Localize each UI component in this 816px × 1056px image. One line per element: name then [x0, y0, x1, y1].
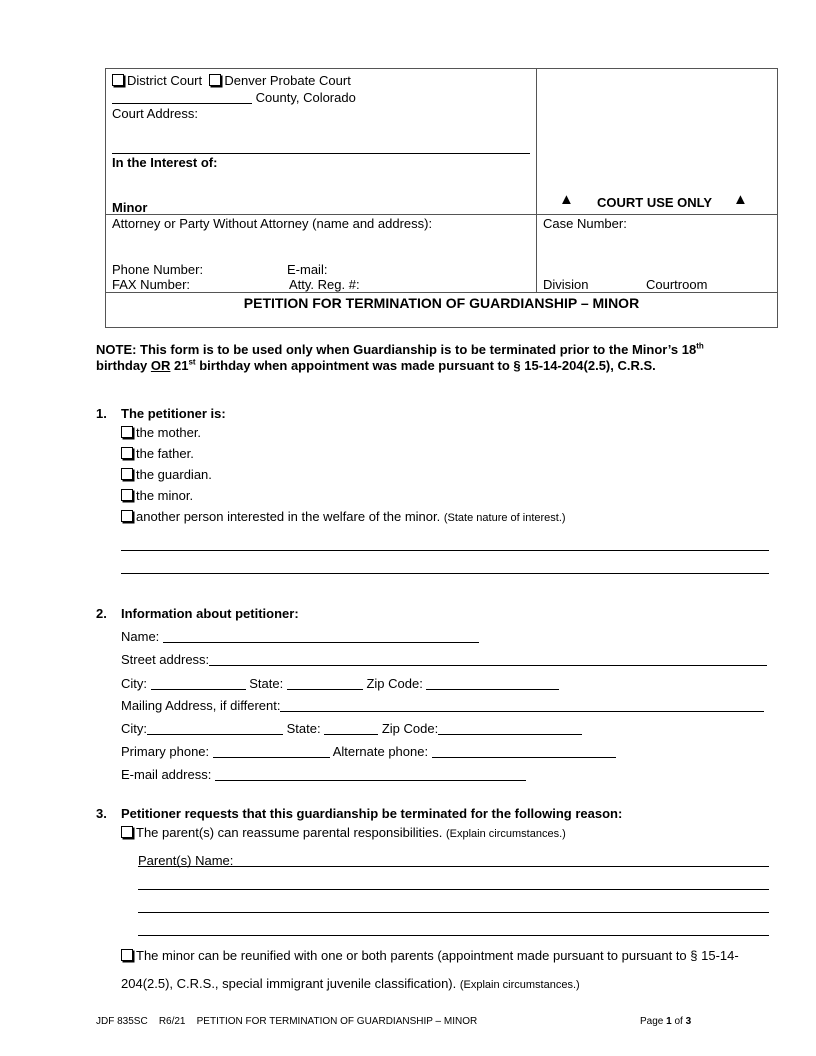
city2-label: City: — [121, 721, 147, 736]
email-address-field[interactable] — [215, 768, 526, 781]
note-sup2: st — [188, 357, 196, 367]
option-mother-label: the mother. — [136, 425, 202, 440]
court-info-cell — [106, 69, 537, 215]
district-court-checkbox[interactable] — [112, 74, 124, 86]
email-address-label: E-mail address: — [121, 767, 212, 782]
guardian-checkbox[interactable] — [121, 468, 133, 480]
footer-page — [640, 1016, 691, 1027]
option-minor-label: the minor. — [136, 488, 194, 503]
reason-reunify-line2: 204(2.5), C.R.S., special immigrant juvenile classification). — [121, 976, 457, 991]
reason-reunify-hint: (Explain circumstances.) — [459, 979, 580, 991]
court-address-label: Court Address: — [112, 106, 198, 121]
up-arrow-right-icon: ▲ — [733, 191, 748, 208]
page-current: 1 — [666, 1016, 672, 1027]
parents-name-label: Parent(s) Name: — [138, 853, 234, 868]
title-cell — [106, 293, 778, 328]
note-part2: birthday — [96, 358, 151, 373]
phone-label: Phone Number: — [112, 262, 204, 277]
courtroom-label: Courtroom — [646, 277, 708, 292]
mailing-row — [121, 698, 764, 713]
option-minor[interactable] — [121, 488, 193, 503]
footer-form-id: JDF 835SC — [96, 1016, 148, 1027]
name-field[interactable] — [163, 630, 479, 643]
note-or: OR — [150, 358, 171, 373]
phone-row — [121, 744, 616, 759]
mother-checkbox[interactable] — [121, 426, 133, 438]
atty-reg-label: Atty. Reg. #: — [289, 277, 360, 292]
minor-checkbox[interactable] — [121, 489, 133, 501]
primary-phone-field[interactable] — [213, 745, 330, 758]
zip-field[interactable] — [426, 677, 559, 690]
caption-table — [105, 68, 778, 328]
option-guardian-label: the guardian. — [136, 467, 212, 482]
reason-parents-checkbox[interactable] — [121, 826, 133, 838]
parents-name-line-4[interactable] — [138, 935, 769, 936]
mailing-field[interactable] — [280, 699, 764, 712]
city-row — [121, 676, 559, 691]
street-row — [121, 652, 767, 667]
form-title: PETITION FOR TERMINATION OF GUARDIANSHIP – MINOR — [243, 295, 640, 311]
option-other[interactable] — [121, 509, 566, 524]
court-address-field[interactable] — [112, 153, 530, 154]
section2-heading: Information about petitioner: — [121, 606, 299, 621]
section1-heading: The petitioner is: — [121, 406, 226, 421]
primary-phone-label: Primary phone: — [121, 744, 210, 759]
father-checkbox[interactable] — [121, 447, 133, 459]
county-field[interactable] — [112, 91, 252, 104]
zip-label: Zip Code: — [366, 676, 423, 691]
email-row — [121, 767, 526, 782]
other-checkbox[interactable] — [121, 510, 133, 522]
option-mother[interactable] — [121, 425, 201, 440]
reason-reunify-option[interactable] — [121, 948, 739, 963]
note-part4: birthday when appointment was made pursuant to § 15-14-204(2.5), C.R.S. — [195, 358, 656, 373]
note-part1: NOTE: This form is to be used only when Guardianship is to be terminated prior to the Minor’s 18 — [96, 342, 697, 357]
reason-reunify-checkbox[interactable] — [121, 949, 133, 961]
minor-label: Minor — [112, 200, 148, 215]
page-total: 3 — [685, 1016, 692, 1027]
attorney-cell — [106, 215, 537, 293]
attorney-label: Attorney or Party Without Attorney (name and address): — [112, 216, 433, 231]
name-label: Name: — [121, 629, 160, 644]
name-row — [121, 629, 479, 644]
note-paragraph — [96, 342, 736, 374]
case-number-cell — [537, 215, 778, 293]
other-interest-line-1[interactable] — [121, 550, 769, 551]
other-hint: (State nature of interest.) — [443, 512, 566, 524]
parents-name-line-2[interactable] — [138, 889, 769, 890]
state-label: State: — [249, 676, 284, 691]
county-suffix: County, Colorado — [255, 90, 356, 105]
division-label: Division — [543, 277, 589, 292]
city-label: City: — [121, 676, 147, 691]
court-use-cell — [537, 69, 778, 215]
in-the-interest-label: In the Interest of: — [112, 155, 218, 170]
district-court-label: District Court — [127, 73, 203, 88]
reason-reunify-line1: The minor can be reunified with one or both parents (appointment made pursuant to pursuant to § 15-14- — [136, 948, 739, 963]
page-prefix: Page — [640, 1016, 667, 1027]
court-use-only-label: COURT USE ONLY — [597, 195, 713, 210]
footer-title: PETITION FOR TERMINATION OF GUARDIANSHIP – MINOR — [196, 1016, 478, 1027]
option-other-label: another person interested in the welfare of the minor. — [136, 509, 441, 524]
option-father[interactable] — [121, 446, 194, 461]
reason-parents-label: The parent(s) can reassume parental responsibilities. — [136, 825, 443, 840]
alternate-phone-label: Alternate phone: — [332, 744, 429, 759]
fax-label: FAX Number: — [112, 277, 191, 292]
section3-heading: Petitioner requests that this guardianship be terminated for the following reason: — [121, 806, 623, 821]
other-interest-line-2[interactable] — [121, 573, 769, 574]
reason-reunify-cont — [121, 976, 580, 991]
section1-number: 1. — [96, 406, 107, 421]
footer-revision: R6/21 — [158, 1016, 186, 1027]
parents-name-line-3[interactable] — [138, 912, 769, 913]
parents-name-line-1[interactable] — [138, 866, 769, 867]
city2-row — [121, 721, 582, 736]
state-field[interactable] — [287, 677, 363, 690]
section2-number: 2. — [96, 606, 107, 621]
option-guardian[interactable] — [121, 467, 212, 482]
zip2-field[interactable] — [438, 722, 582, 735]
alternate-phone-field[interactable] — [432, 745, 616, 758]
reason-parents-option[interactable] — [121, 825, 566, 840]
section3-number: 3. — [96, 806, 107, 821]
denver-probate-label: Denver Probate Court — [224, 73, 351, 88]
state2-label: State: — [286, 721, 321, 736]
street-field[interactable] — [209, 653, 767, 666]
street-label: Street address: — [121, 652, 210, 667]
zip2-label: Zip Code: — [381, 721, 439, 736]
footer-left — [96, 1016, 477, 1027]
note-part3: 21 — [170, 358, 189, 373]
mailing-label: Mailing Address, if different: — [121, 698, 281, 713]
denver-probate-checkbox[interactable] — [209, 74, 221, 86]
attorney-email-label: E-mail: — [287, 262, 328, 277]
state2-field[interactable] — [324, 722, 378, 735]
option-father-label: the father. — [136, 446, 194, 461]
reason-parents-hint: (Explain circumstances.) — [446, 828, 566, 840]
note-sup1: th — [696, 341, 704, 351]
up-arrow-left-icon: ▲ — [559, 191, 574, 208]
city2-field[interactable] — [147, 722, 283, 735]
page-of: of — [671, 1016, 686, 1027]
city-field[interactable] — [151, 677, 246, 690]
case-number-label: Case Number: — [543, 216, 627, 231]
